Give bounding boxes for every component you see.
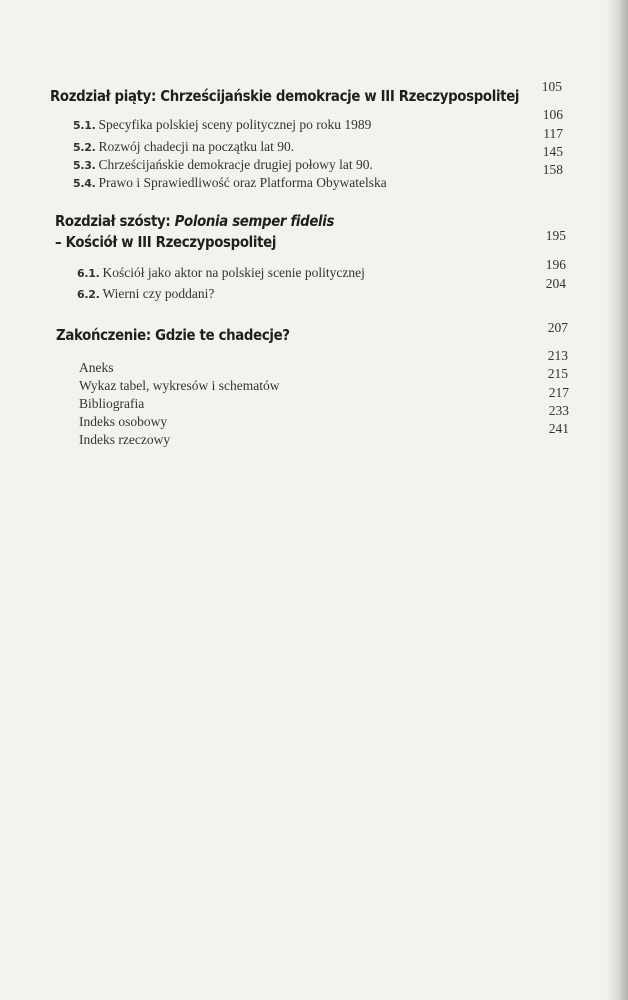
- chapter-6-title: [55, 212, 595, 230]
- back-matter-aneks-page: 213: [547, 348, 568, 363]
- chapter-6-page: 195: [545, 228, 566, 243]
- section-5-4-title: Prawo i Sprawiedliwość oraz Platforma Obywatelska: [98, 175, 387, 190]
- section-6-2-title: Wierni czy poddani?: [102, 286, 215, 301]
- section-6-1-page: 196: [545, 257, 566, 272]
- section-5-3-page: 145: [542, 144, 563, 159]
- conclusion-page: 207: [547, 320, 568, 335]
- chapter-6-title-line2: [55, 233, 595, 251]
- section-5-1-page: 106: [542, 107, 563, 122]
- chapter-6-title-italic: Polonia semper fidelis: [174, 212, 335, 230]
- back-matter-indeks-rzeczowy: Indeks rzeczowy: [79, 432, 171, 447]
- back-matter-bibliografia-page: 217: [548, 385, 569, 400]
- chapter-5-title-text: Rozdział piąty: Chrześcijańskie demokracje w III Rzeczypospolitej: [50, 87, 520, 105]
- back-matter-indeks-rzeczowy-page: 241: [548, 421, 569, 436]
- section-5-4-number: 5.4.: [73, 177, 96, 190]
- section-5-2-number: 5.2.: [73, 141, 96, 154]
- section-5-3-number: 5.3.: [73, 159, 96, 172]
- section-5-3-title: Chrześcijańskie demokracje drugiej połowy lat 90.: [98, 157, 373, 172]
- section-5-1-number: 5.1.: [73, 119, 96, 132]
- back-matter-indeks-osobowy-page: 233: [548, 403, 569, 418]
- chapter-6-title-prefix: Rozdział szósty:: [55, 212, 175, 230]
- back-matter-aneks: Aneks: [79, 360, 114, 375]
- chapter-5-title: [50, 87, 590, 105]
- chapter-5-page: 105: [541, 79, 562, 94]
- chapter-6-title-line2-text: – Kościół w III Rzeczypospolitej: [55, 233, 277, 251]
- back-matter-bibliografia: Bibliografia: [79, 396, 145, 411]
- section-5-2-title: Rozwój chadecji na początku lat 90.: [98, 139, 295, 154]
- section-5-2-page: 117: [543, 126, 563, 141]
- section-6-1-number: 6.1.: [77, 267, 100, 280]
- section-6-2-page: 204: [545, 276, 566, 291]
- conclusion-title-text: Zakończenie: Gdzie te chadecje?: [56, 326, 290, 344]
- back-matter-indeks-osobowy: Indeks osobowy: [79, 414, 168, 429]
- section-6-1-title: Kościół jako aktor na polskiej scenie politycznej: [102, 265, 365, 280]
- back-matter-wykaz: Wykaz tabel, wykresów i schematów: [79, 378, 280, 393]
- section-5-1-title: Specyfika polskiej sceny politycznej po roku 1989: [98, 117, 372, 132]
- section-5-4-page: 158: [542, 162, 563, 177]
- conclusion-title: [56, 326, 596, 344]
- back-matter-wykaz-page: 215: [547, 366, 568, 381]
- section-6-2-number: 6.2.: [77, 288, 100, 301]
